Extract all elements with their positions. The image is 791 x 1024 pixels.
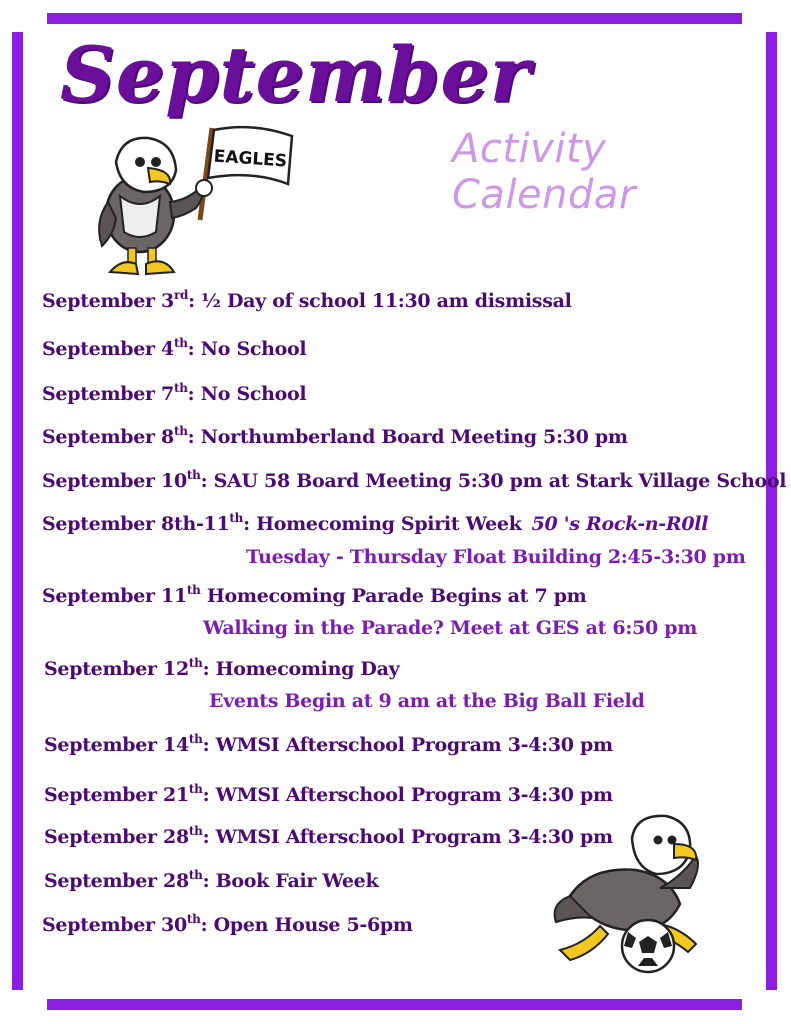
event-line: September 28th: WMSI Afterschool Program 3-4:30 pm [44,824,613,848]
spirit-week-theme: 50 's Rock-n-R0ll [531,513,709,535]
event-line: September 3rd: ½ Day of school 11:30 am dismissal [42,288,572,312]
event-line: September 28th: Book Fair Week [44,868,379,892]
event-line: September 30th: Open House 5-6pm [42,912,413,936]
event-line: September 14th: WMSI Afterschool Program 3-4:30 pm [44,732,613,756]
event-line: September 11th Homecoming Parade Begins at 7 pm [42,583,587,607]
eagle-with-flag-icon [92,122,302,282]
page-title: September [60,30,531,119]
event-detail-line: Walking in the Parade? Meet at GES at 6:50 pm [203,617,698,639]
bottom-border-bar [47,999,742,1010]
event-line: September 7th: No School [42,381,307,405]
event-line: September 21th: WMSI Afterschool Program 3-4:30 pm [44,782,613,806]
left-border-bar [12,32,23,990]
event-detail-line: Events Begin at 9 am at the Big Ball Field [209,690,645,712]
event-line: September 10th: SAU 58 Board Meeting 5:30 pm at Stark Village School [42,468,787,492]
event-detail-line: Tuesday - Thursday Float Building 2:45-3:30 pm [246,546,746,568]
page-subtitle: Activity Calendar [452,126,636,218]
flag-text: EAGLES [213,146,288,172]
event-line: September 4th: No School [42,336,307,360]
event-line: September 8th: Northumberland Board Meeting 5:30 pm [42,424,628,448]
top-border-bar [47,13,742,24]
event-line: September 12th: Homecoming Day [44,656,400,680]
event-line: September 8th-11th: Homecoming Spirit Week 50 's Rock-n-R0ll [42,511,709,535]
